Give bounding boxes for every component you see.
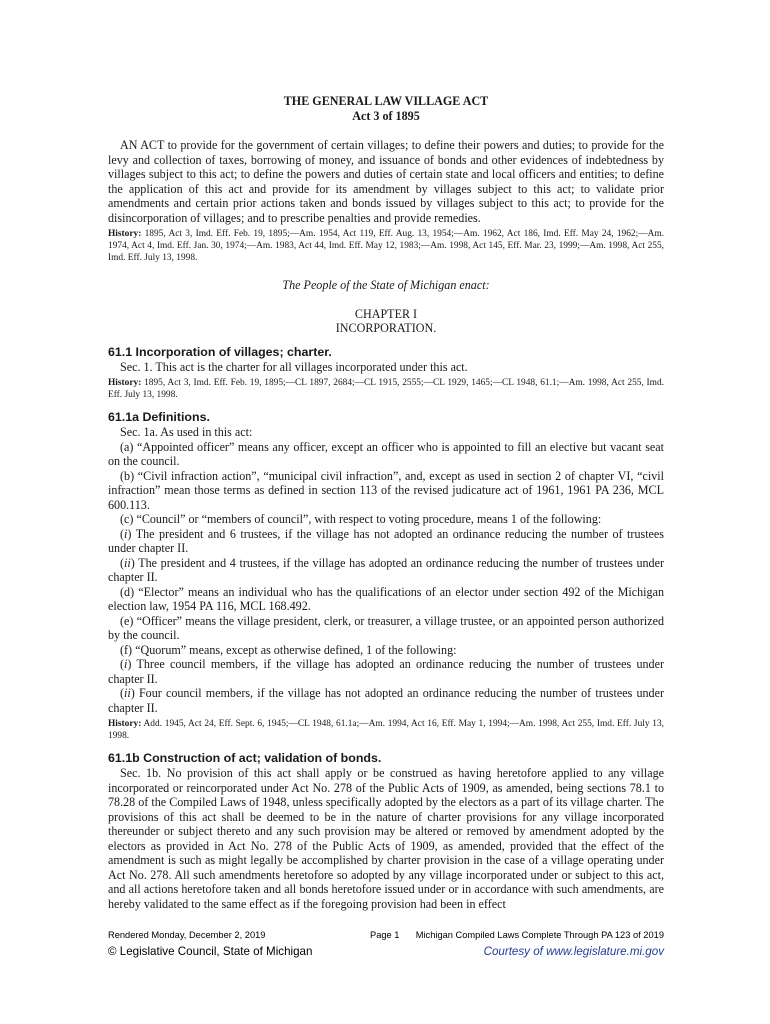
section-history — [108, 718, 664, 742]
section-paragraph: Sec. 1b. No provision of this act shall apply or be construed as having heretofore applied to any village incorporated or reincorporated under Act No. 278 of the Public Acts of 1909, as amended, being sections 78.1 to 78.28 of the Compiled Laws of 1948, unless specifically adopted by the electors as a part of its village charter. The provisions of this act shall be deemed to be in the nature of charter provisions for any village incorporated thereunder or subject thereto and any such provision may be altered or removed by amendment adopted by the electors as provided in Act No. 278 of the Public Acts of 1909, as amended, provided that the effect of the amendment is such as might legally be accomplished by charter provision in the case of a village operating under Act No. 278. All such amendments heretofore so adopted by any village incorporated under or subject to this act, and all actions heretofore taken and all bonds heretofore issued under or in accordance with such amendments, are hereby validated to the same effect as if the foregoing provision had been in effect — [108, 766, 664, 911]
history-label: History: — [108, 229, 142, 239]
rendered-date: Rendered Monday, December 2, 2019 — [108, 930, 266, 940]
section-paragraph: (ii) The president and 4 trustees, if the village has adopted an ordinance reducing the number of trustees under chapter II. — [108, 555, 664, 584]
section-paragraph: Sec. 1a. As used in this act: — [120, 425, 253, 439]
section-paragraph: (b) “Civil infraction action”, “municipal civil infraction”, and, except as used in section 2 of chapter VI, “civil infraction” mean those terms as defined in section 113 of the revised judicature act of 1961, 1961 PA 236, MCL 600.113. — [108, 468, 664, 512]
section-paragraph: (f) “Quorum” means, except as otherwise defined, 1 of the following: — [120, 642, 457, 657]
history-label: History: — [108, 719, 142, 729]
section-heading: 61.1b Construction of act; validation of bonds. — [108, 751, 382, 765]
section-paragraph: (c) “Council” or “members of council”, with respect to voting procedure, means 1 of the following: — [120, 512, 602, 526]
compiled-through: Michigan Compiled Laws Complete Through PA 123 of 2019 — [415, 930, 664, 940]
section-history — [108, 377, 664, 401]
section-paragraph: (a) “Appointed officer” means any officer, except an officer who is appointed to fill an elective but vacant seat on the council. — [108, 439, 664, 468]
act-intro: AN ACT to provide for the government of certain villages; to define their powers and duties; to provide for the levy and collection of taxes, borrowing of money, and issuance of bonds and other evidences of indebtedness by villages subject to this act; to define the powers and duties of certain state and local officers and entities; to define the application of this act and provide for its amendment by villages subject to this act; to validate prior amendments and certain prior actions taken and bonds issued by villages subject to this act; to provide for the disincorporation of villages; and to prescribe penalties and provide remedies. — [108, 138, 664, 225]
page-number: Page 1 — [370, 930, 400, 940]
section-paragraph: (d) “Elector” means an individual who has the qualifications of an elector under section 492 of the Michigan election law, 1954 PA 116, MCL 168.492. — [108, 584, 664, 613]
chapter-number: CHAPTER I — [354, 306, 418, 321]
courtesy-link[interactable]: Courtesy of www.legislature.mi.gov — [483, 945, 664, 958]
section-heading: 61.1a Definitions. — [108, 410, 210, 424]
chapter-name: INCORPORATION. — [335, 321, 437, 335]
copyright: © Legislative Council, State of Michigan — [108, 945, 313, 958]
enacting-clause: The People of the State of Michigan enact: — [282, 278, 490, 292]
section-paragraph: Sec. 1. This act is the charter for all villages incorporated under this act. — [120, 359, 468, 374]
act-number: Act 3 of 1895 — [352, 108, 420, 123]
history-text: 1895, Act 3, Imd. Eff. Feb. 19, 1895;—CL 1897, 2684;—CL 1915, 2555;—CL 1929, 1465;—CL 1948, 61.1;—Am. 1998, Act 255, Imd. Eff. July 13, 1998. — [108, 378, 664, 400]
section-paragraph: (i) Three council members, if the village has adopted an ordinance reducing the number of trustees under chapter II. — [108, 657, 664, 686]
act-title: THE GENERAL LAW VILLAGE ACT — [283, 94, 489, 108]
section-paragraph: (ii) Four council members, if the village has not adopted an ordinance reducing the number of trustees under chapter II. — [108, 686, 664, 715]
intro-history — [108, 228, 664, 264]
document-page — [108, 94, 664, 911]
section-paragraph: (e) “Officer” means the village president, clerk, or treasurer, a village trustee, or an appointed person authorized by the council. — [108, 613, 664, 642]
history-text: 1895, Act 3, Imd. Eff. Feb. 19, 1895;—Am. 1954, Act 119, Eff. Aug. 13, 1954;—Am. 1962, Act 186, Imd. Eff. May 24, 1962;—Am. 1974, Act 4, Imd. Eff. Jan. 30, 1974;—Am. 1983, Act 44, Imd. Eff. May 12, 1983;—Am. 1998, Act 145, Eff. Mar. 23, 1999;—Am. 1998, Act 255, Imd. Eff. July 13, 1998. — [108, 229, 664, 263]
section-heading: 61.1 Incorporation of villages; charter. — [108, 344, 332, 359]
history-text: Add. 1945, Act 24, Eff. Sept. 6, 1945;—CL 1948, 61.1a;—Am. 1994, Act 16, Eff. May 1, 1994;—Am. 1998, Act 255, Imd. Eff. July 13, 1998. — [108, 719, 664, 741]
history-label: History: — [108, 378, 142, 388]
section-paragraph: (i) The president and 6 trustees, if the village has not adopted an ordinance reducing the number of trustees under chapter II. — [108, 526, 664, 555]
footer-meta — [108, 930, 664, 942]
footer-credits — [108, 945, 664, 961]
